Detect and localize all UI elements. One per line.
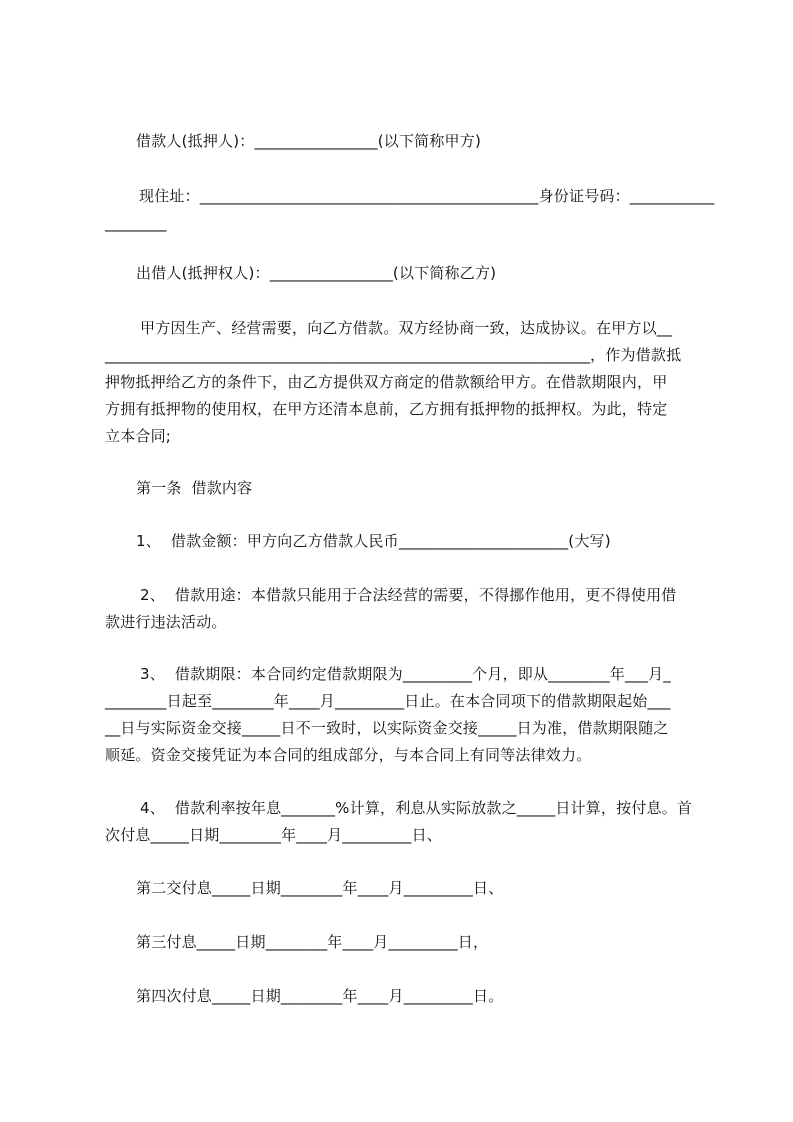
item-3-term: 3、 借款期限：本合同约定借款期限为_________个月，即从________年___月_ xyxy=(140,665,671,683)
borrower-line: 借款人(抵押人)：________________(以下简称甲方) xyxy=(136,132,482,150)
item-2-purpose-continued: 款进行违法活动。 xyxy=(105,613,227,631)
address-line: 现住址：____________________________________________身份证号码：___________ xyxy=(139,187,715,205)
article-1-title: 第一条 借款内容 xyxy=(136,479,253,497)
preamble-line: 方拥有抵押物的使用权，在甲方还清本息前，乙方拥有抵押物的抵押权。为此，特定 xyxy=(105,400,668,418)
item-4-interest-continued: 次付息_____日期________年____月_________日、 xyxy=(105,826,443,844)
preamble-line: 立本合同; xyxy=(105,427,172,445)
payment-3-line: 第三付息_____日期________年____月_________日， xyxy=(136,933,489,951)
preamble-line: _______________________________________________________________，作为借款抵 xyxy=(105,346,682,364)
item-3-term-continued: 顺延。资金交接凭证为本合同的组成部分，与本合同上有同等法律效力。 xyxy=(105,746,592,764)
lender-line: 出借人(抵押权人)：________________(以下简称乙方) xyxy=(136,264,497,282)
address-line-continued: ________ xyxy=(105,214,167,232)
item-3-term-continued: __日与实际资金交接_____日不一致时，以实际资金交接_____日为准，借款期限随之 xyxy=(105,719,669,737)
preamble-line: 押物抵押给乙方的条件下，由乙方提供双方商定的借款额给甲方。在借款期限内，甲 xyxy=(105,373,668,391)
payment-4-line: 第四次付息_____日期________年____月_________日。 xyxy=(136,987,504,1005)
item-1-amount: 1、 借款金额：甲方向乙方借款人民币______________________(大写) xyxy=(136,532,611,550)
preamble-line: 甲方因生产、经营需要，向乙方借款。双方经协商一致，达成协议。在甲方以__ xyxy=(140,319,673,337)
payment-2-line: 第二交付息_____日期________年____月_________日、 xyxy=(136,879,504,897)
item-2-purpose: 2、 借款用途：本借款只能用于合法经营的需要，不得挪作他用，更不得使用借 xyxy=(140,586,677,604)
item-4-interest: 4、 借款利率按年息_______%计算，利息从实际放款之_____日计算，按付息。首 xyxy=(140,799,693,817)
item-3-term-continued: ________日起至________年____月_________日止。在本合同项下的借款期限起始___ xyxy=(105,692,671,710)
